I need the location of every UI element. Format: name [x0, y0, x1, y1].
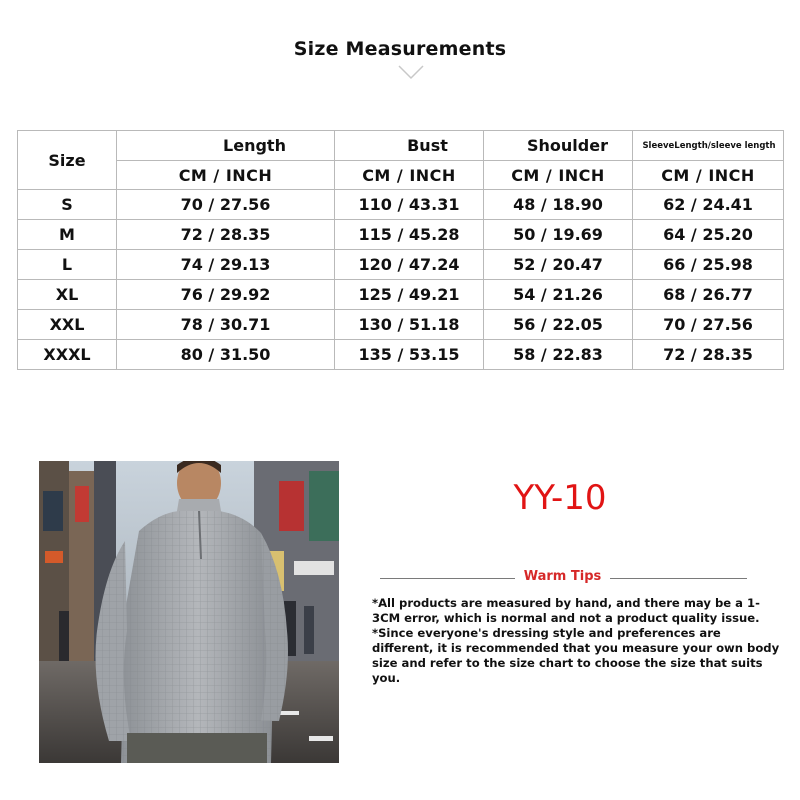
shoulder-cell: 54 / 21.26 — [484, 280, 633, 310]
table-row — [18, 190, 784, 220]
sleeve-cell: 72 / 28.35 — [633, 340, 784, 370]
sleeve-cell: 64 / 25.20 — [633, 220, 784, 250]
page-title: Size Measurements — [293, 38, 507, 60]
sleeve-cell: 66 / 25.98 — [633, 250, 784, 280]
length-cell: 70 / 27.56 — [117, 190, 335, 220]
bust-cell: 115 / 45.28 — [335, 220, 484, 250]
size-cell: S — [18, 190, 117, 220]
model-illustration — [39, 461, 339, 763]
table-row — [18, 220, 784, 250]
length-cell: 78 / 30.71 — [117, 310, 335, 340]
table-row — [18, 340, 784, 370]
size-cell: XXXL — [18, 340, 117, 370]
shoulder-cell: 52 / 20.47 — [484, 250, 633, 280]
size-cell: XXL — [18, 310, 117, 340]
table-row — [18, 280, 784, 310]
shoulder-cell: 56 / 22.05 — [484, 310, 633, 340]
bust-cell: 130 / 51.18 — [335, 310, 484, 340]
unit-label: CM / INCH — [633, 161, 784, 190]
table-row — [18, 250, 784, 280]
product-photo — [39, 461, 339, 763]
shoulder-cell: 50 / 19.69 — [484, 220, 633, 250]
unit-label: CM / INCH — [335, 161, 484, 190]
bust-cell: 120 / 47.24 — [335, 250, 484, 280]
table-row — [18, 310, 784, 340]
size-cell: L — [18, 250, 117, 280]
unit-label: CM / INCH — [117, 161, 335, 190]
divider-left — [380, 578, 515, 579]
size-cell: M — [18, 220, 117, 250]
sleeve-cell: 68 / 26.77 — [633, 280, 784, 310]
unit-row — [18, 161, 784, 190]
length-cell: 72 / 28.35 — [117, 220, 335, 250]
shoulder-column-header: Shoulder — [484, 131, 633, 161]
size-table — [17, 130, 784, 370]
model-code: YY-10 — [513, 478, 607, 518]
sleeve-cell: 62 / 24.41 — [633, 190, 784, 220]
size-column-header: Size — [18, 131, 117, 190]
unit-label: CM / INCH — [484, 161, 633, 190]
sleeve-column-header: SleeveLength/sleeve length — [633, 131, 784, 161]
size-table-container — [17, 130, 783, 372]
sleeve-cell: 70 / 27.56 — [633, 310, 784, 340]
bust-column-header: Bust — [335, 131, 484, 161]
chevron-down-icon — [398, 64, 424, 80]
bust-cell: 135 / 53.15 — [335, 340, 484, 370]
warm-tips-title: Warm Tips — [523, 569, 602, 584]
divider-right — [610, 578, 747, 579]
length-cell: 76 / 29.92 — [117, 280, 335, 310]
length-column-header: Length — [117, 131, 335, 161]
bust-cell: 125 / 49.21 — [335, 280, 484, 310]
shoulder-cell: 58 / 22.83 — [484, 340, 633, 370]
size-cell: XL — [18, 280, 117, 310]
shoulder-cell: 48 / 18.90 — [484, 190, 633, 220]
length-cell: 80 / 31.50 — [117, 340, 335, 370]
bust-cell: 110 / 43.31 — [335, 190, 484, 220]
warm-tips-text: *All products are measured by hand, and there may be a 1-3CM error, which is normal and not a product quality issue. *Since everyone's dressing style and preferences are different, it is recommended that you measure your own body size and refer to the size chart to choose the size that suits you. — [372, 596, 780, 685]
header-row — [18, 131, 784, 161]
length-cell: 74 / 29.13 — [117, 250, 335, 280]
